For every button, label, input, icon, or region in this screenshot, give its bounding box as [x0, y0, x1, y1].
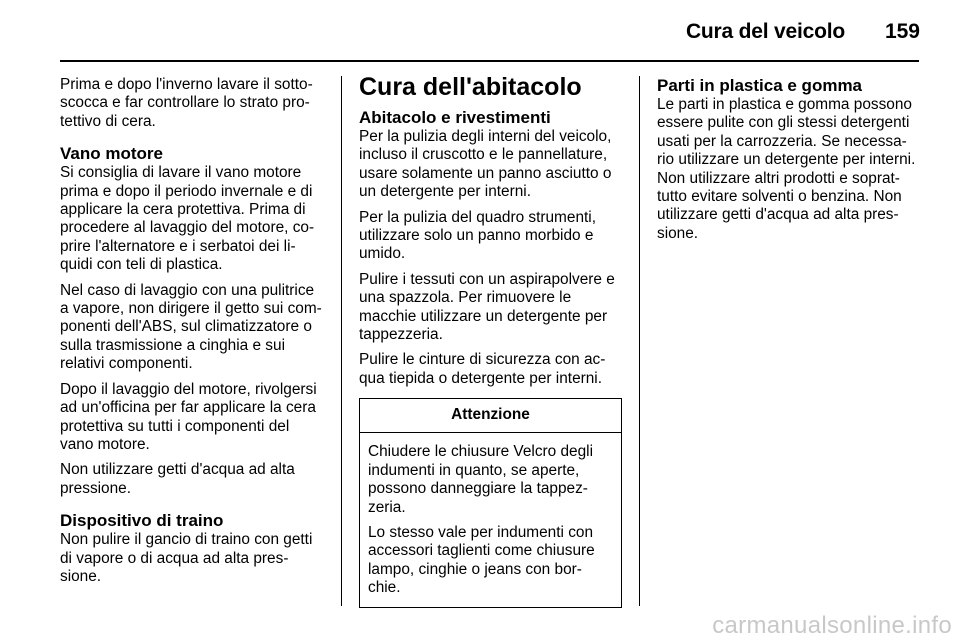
- engine-paragraph: Dopo il lavaggio del motore, rivolgersi ad un'officina per far applicare la cera protettiva su tutti i componenti del vano motore.: [60, 380, 317, 453]
- notice-box: [359, 398, 622, 607]
- engine-paragraph: Non utilizzare getti d'acqua ad alta pressione.: [60, 461, 295, 497]
- interior-paragraph: Pulire i tessuti con un aspirapolvere e una spazzola. Per rimuovere le macchie utilizzare un detergente per tappezzeria.: [359, 270, 615, 344]
- intro-paragraph: Prima e dopo l'inverno lavare il sotto-scocca e far controllare lo strato pro-tettivo di cera.: [60, 76, 313, 130]
- section-heading-plastic: Parti in plastica e gomma: [657, 76, 863, 95]
- section-heading-interior: Abitacolo e rivestimenti: [359, 108, 551, 127]
- notice-paragraph: Chiudere le chiusure Velcro degli indumenti in quanto, se aperte, possono danneggiare la tappez-zeria.: [368, 443, 594, 516]
- chapter-title: Cura dell'abitacolo: [359, 73, 582, 101]
- column-2: [359, 73, 622, 608]
- plastic-paragraph: Le parti in plastica e gomma possono essere pulite con gli stessi detergenti usati per la carrozzeria. Se necessa-rio utilizzare un detergente per interni. Non utilizzare altri prodotti e soprat-tutto evitare solventi o benzina. Non utilizzare getti d'acqua ad alta pres-sione.: [657, 96, 916, 242]
- interior-paragraph: Pulire le cinture di sicurezza con ac-qua tiepida o detergente per interni.: [359, 351, 606, 387]
- notice-paragraph: Lo stesso vale per indumenti con accessori taglienti come chiusure lampo, cinghie o jeans con bor-chie.: [368, 523, 595, 597]
- column-divider-2: [639, 76, 640, 606]
- column-1: [60, 76, 324, 593]
- column-3: [657, 76, 920, 250]
- interior-paragraph: Per la pulizia del quadro strumenti, utilizzare solo un panno morbido e umido.: [359, 208, 596, 263]
- engine-paragraph: Nel caso di lavaggio con una pulitrice a vapore, non dirigere il getto sui com-ponenti dell'ABS, sul climatizzatore o sulla trasmissione a cinghia e sui relativi componenti.: [60, 281, 322, 373]
- section-heading-towing: Dispositivo di traino: [60, 511, 224, 531]
- section-heading-engine: Vano motore: [60, 144, 163, 164]
- interior-paragraph: Per la pulizia degli interni del veicolo, incluso il cruscotto e le pannellature, usare solamente un panno asciutto o un detergente per interni.: [359, 128, 612, 201]
- page-header-title: Cura del veicolo: [685, 20, 845, 43]
- towing-paragraph: Non pulire il gancio di traino con getti di vapore o di acqua ad alta pres-sione.: [60, 531, 313, 585]
- page-number: 159: [884, 20, 920, 43]
- notice-heading: Attenzione: [360, 399, 621, 433]
- column-divider-1: [341, 76, 342, 606]
- notice-body: [360, 433, 621, 606]
- watermark: carmanualsonline.info: [712, 612, 952, 639]
- header-rule: [60, 60, 919, 62]
- engine-paragraph: Si consiglia di lavare il vano motore prima e dopo il periodo invernale e di applicare la cera protettiva. Prima di procedere al lavaggio del motore, co-prire l'alternatore e i serbatoi dei li-quidi con teli di plastica.: [60, 164, 315, 274]
